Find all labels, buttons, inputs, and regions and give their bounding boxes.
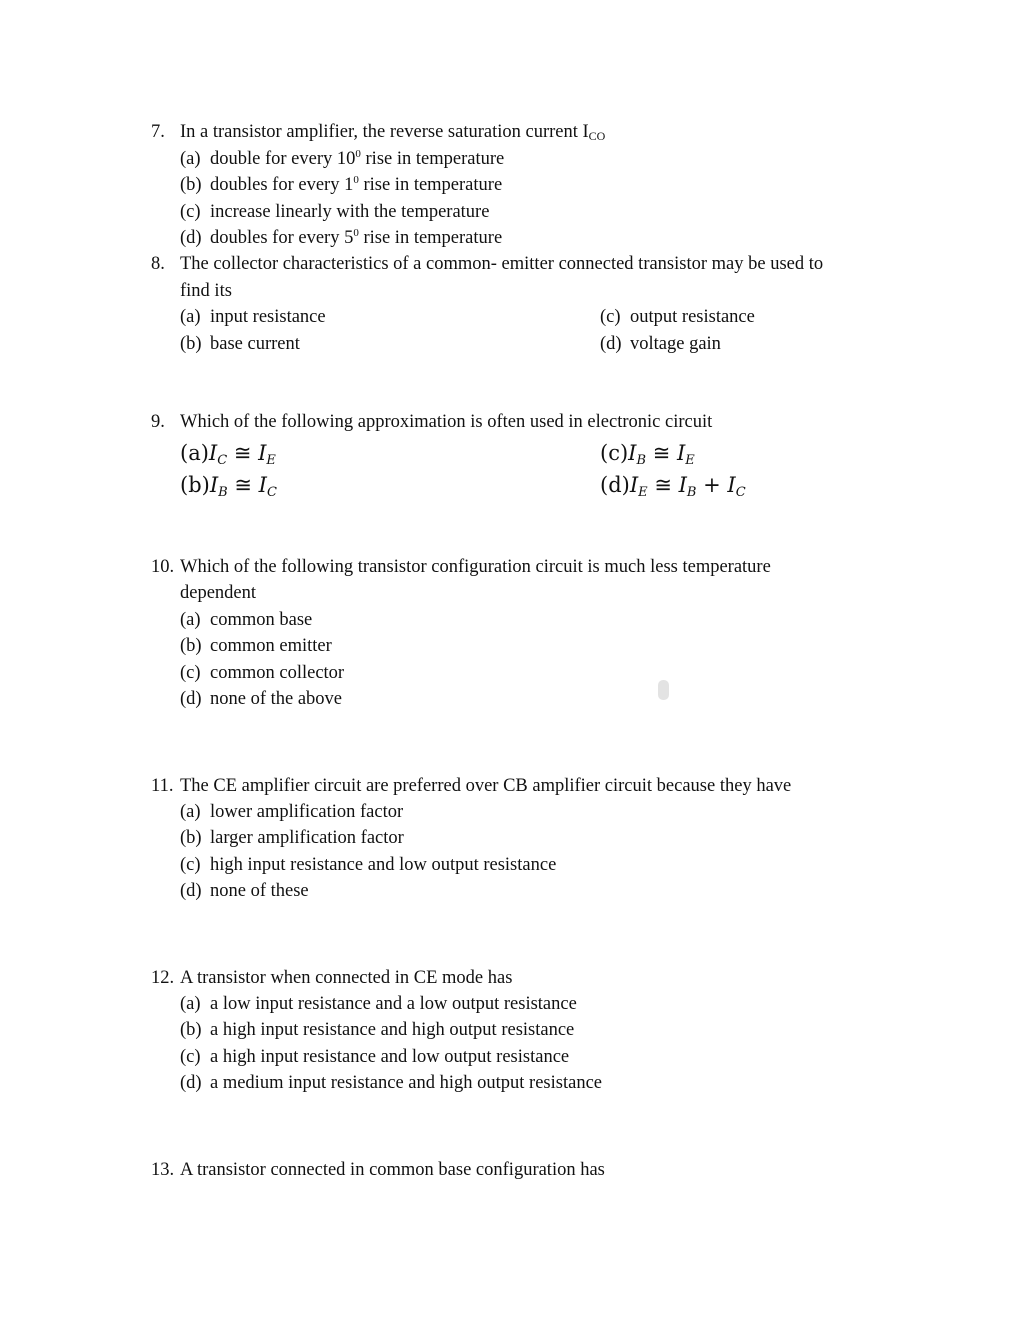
question-stem-continued: find its <box>180 281 232 301</box>
option-c[interactable]: (c) common collector <box>180 663 345 683</box>
option-b[interactable]: (b) common emitter <box>180 636 332 656</box>
option-a[interactable]: (a) input resistance <box>180 307 326 327</box>
question-number: 10. <box>151 557 175 577</box>
option-b[interactable]: (b) larger amplification factor <box>180 828 404 848</box>
option-d[interactable]: (d) voltage gain <box>600 334 721 354</box>
question-number: 9. <box>151 412 165 432</box>
option-a[interactable]: $(a)I_C$ ≅ $I_E$ <box>180 441 276 468</box>
option-c[interactable]: (c) high input resistance and low output resistance <box>180 855 557 875</box>
option-b[interactable]: (b) doubles for every $1^0$ rise in temperature <box>180 174 503 195</box>
option-a[interactable]: (a) lower amplification factor <box>180 802 404 822</box>
question-stem: The CE amplifier circuit are preferred over CB amplifier circuit because they have <box>180 776 792 796</box>
question-stem: The collector characteristics of a common- emitter connected transistor may be used to <box>180 254 824 274</box>
question-stem: Which of the following approximation is often used in electronic circuit <box>180 412 713 432</box>
question-stem-continued: dependent <box>180 583 257 603</box>
option-d[interactable]: $(d)I_E$ ≅ $I_B + I_C$ <box>600 473 746 500</box>
option-c[interactable]: (c) output resistance <box>600 307 755 327</box>
question-number: 13. <box>151 1160 175 1180</box>
option-c[interactable]: (c) increase linearly with the temperature <box>180 202 490 222</box>
question-stem: Which of the following transistor configuration circuit is much less temperature <box>180 557 771 577</box>
option-c[interactable]: (c) a high input resistance and low output resistance <box>180 1047 570 1067</box>
option-a[interactable]: (a) a low input resistance and a low output resistance <box>180 994 577 1014</box>
question-stem: A transistor when connected in CE mode has <box>180 968 513 988</box>
question-stem: In a transistor amplifier, the reverse saturation current $I_{CO}$ <box>180 122 606 143</box>
option-b[interactable]: (b) base current <box>180 334 300 354</box>
option-d[interactable]: (d) none of these <box>180 881 309 901</box>
question-number: 12. <box>151 968 175 988</box>
option-b[interactable]: (b) a high input resistance and high output resistance <box>180 1020 575 1040</box>
option-c[interactable]: $(c)I_B$ ≅ $I_E$ <box>600 441 695 468</box>
option-a[interactable]: (a) common base <box>180 610 313 630</box>
option-a[interactable]: (a) double for every $10^0$ rise in temperature <box>180 148 505 169</box>
question-stem: A transistor connected in common base configuration has <box>180 1160 605 1180</box>
question-number: 8. <box>151 254 165 274</box>
scrollbar-thumb[interactable] <box>658 680 669 700</box>
question-number: 11. <box>151 776 174 796</box>
option-d[interactable]: (d) a medium input resistance and high output resistance <box>180 1073 602 1093</box>
option-d[interactable]: (d) doubles for every $5^0$ rise in temperature <box>180 227 503 248</box>
question-number: 7. <box>151 122 165 142</box>
option-d[interactable]: (d) none of the above <box>180 689 343 709</box>
option-b[interactable]: $(b)I_B$ ≅ $I_C$ <box>180 473 277 500</box>
